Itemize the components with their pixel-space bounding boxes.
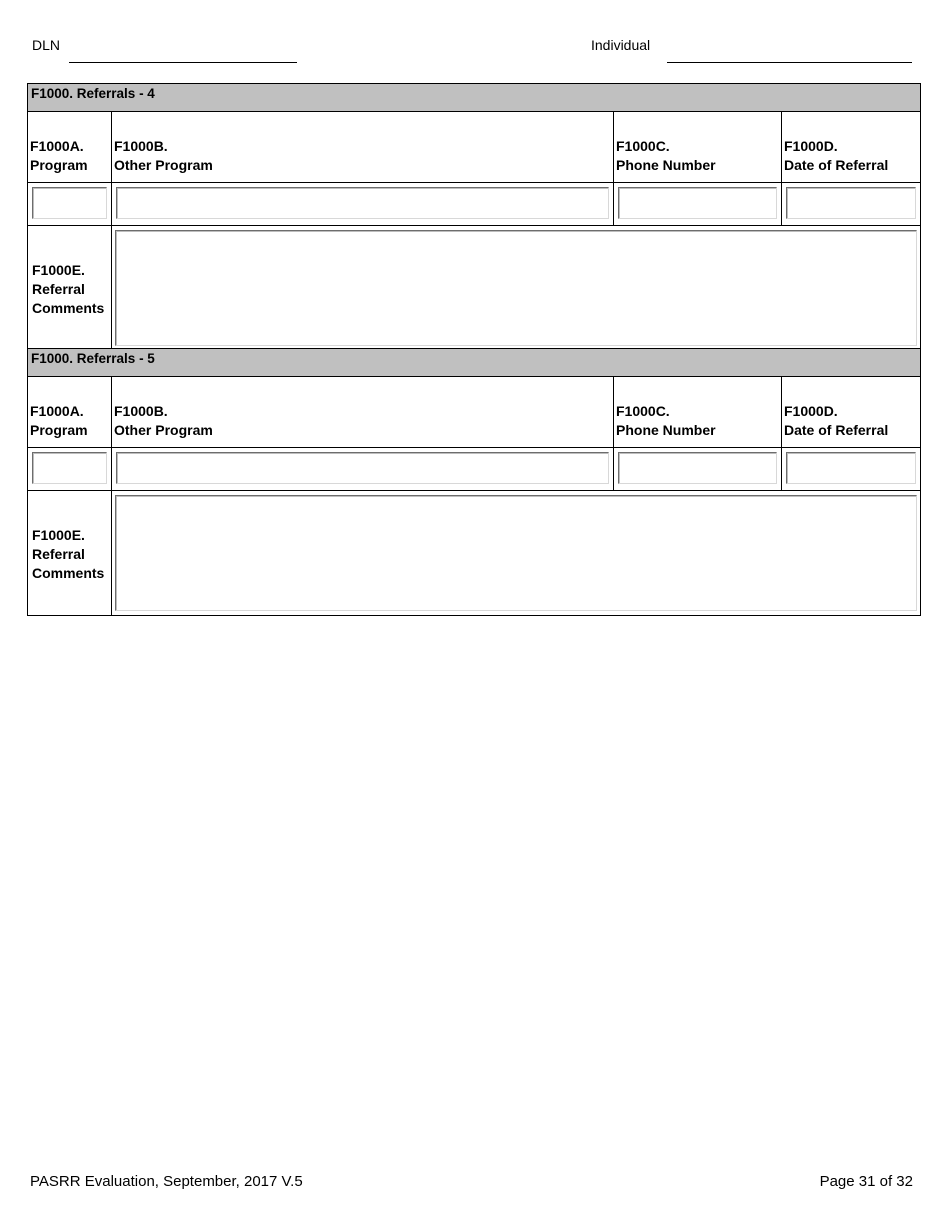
referrals-section-4	[27, 83, 921, 351]
column-header-row	[28, 377, 920, 448]
col-phone-code: F1000C.	[616, 138, 670, 154]
referrals-section-5	[27, 348, 921, 616]
col-other-program-header	[112, 377, 614, 447]
col-other-program-code: F1000B.	[114, 138, 168, 154]
col-other-program-header	[112, 112, 614, 182]
col-date-label: Date of Referral	[784, 422, 889, 438]
column-header-row	[28, 112, 920, 183]
program-input[interactable]	[32, 452, 107, 484]
comments-row	[28, 226, 920, 350]
comments-line2: Comments	[32, 565, 105, 581]
col-phone-header	[614, 112, 782, 182]
field-row	[28, 448, 920, 491]
comments-code: F1000E.	[32, 262, 85, 278]
col-program-label: Program	[30, 422, 88, 438]
col-other-program-code: F1000B.	[114, 403, 168, 419]
comments-label	[28, 491, 112, 615]
section-title: F1000. Referrals - 5	[28, 349, 920, 377]
other-program-input[interactable]	[116, 452, 609, 484]
col-other-program-label: Other Program	[114, 157, 213, 173]
comments-label	[28, 226, 112, 350]
comments-line1: Referral	[32, 281, 85, 297]
col-program-header	[28, 112, 112, 182]
col-program-label: Program	[30, 157, 88, 173]
comments-code: F1000E.	[32, 527, 85, 543]
comments-line2: Comments	[32, 300, 105, 316]
col-date-code: F1000D.	[784, 138, 838, 154]
footer-page-number: Page 31 of 32	[819, 1173, 913, 1190]
col-phone-label: Phone Number	[616, 422, 716, 438]
col-other-program-label: Other Program	[114, 422, 213, 438]
date-of-referral-input[interactable]	[786, 187, 916, 219]
col-phone-code: F1000C.	[616, 403, 670, 419]
section-title: F1000. Referrals - 4	[28, 84, 920, 112]
program-input[interactable]	[32, 187, 107, 219]
col-program-code: F1000A.	[30, 403, 84, 419]
col-program-header	[28, 377, 112, 447]
col-date-code: F1000D.	[784, 403, 838, 419]
individual-field-line[interactable]	[667, 62, 912, 63]
referral-comments-input[interactable]	[115, 495, 917, 611]
individual-label: Individual	[591, 37, 651, 53]
col-date-label: Date of Referral	[784, 157, 889, 173]
col-program-code: F1000A.	[30, 138, 84, 154]
phone-number-input[interactable]	[618, 452, 777, 484]
col-date-header	[782, 377, 920, 447]
referral-comments-input[interactable]	[115, 230, 917, 346]
dln-field-line[interactable]	[69, 62, 297, 63]
dln-label: DLN	[32, 37, 61, 53]
col-date-header	[782, 112, 920, 182]
comments-row	[28, 491, 920, 615]
col-phone-header	[614, 377, 782, 447]
phone-number-input[interactable]	[618, 187, 777, 219]
col-phone-label: Phone Number	[616, 157, 716, 173]
field-row	[28, 183, 920, 226]
footer-form-version: PASRR Evaluation, September, 2017 V.5	[30, 1173, 303, 1190]
date-of-referral-input[interactable]	[786, 452, 916, 484]
other-program-input[interactable]	[116, 187, 609, 219]
comments-line1: Referral	[32, 546, 85, 562]
